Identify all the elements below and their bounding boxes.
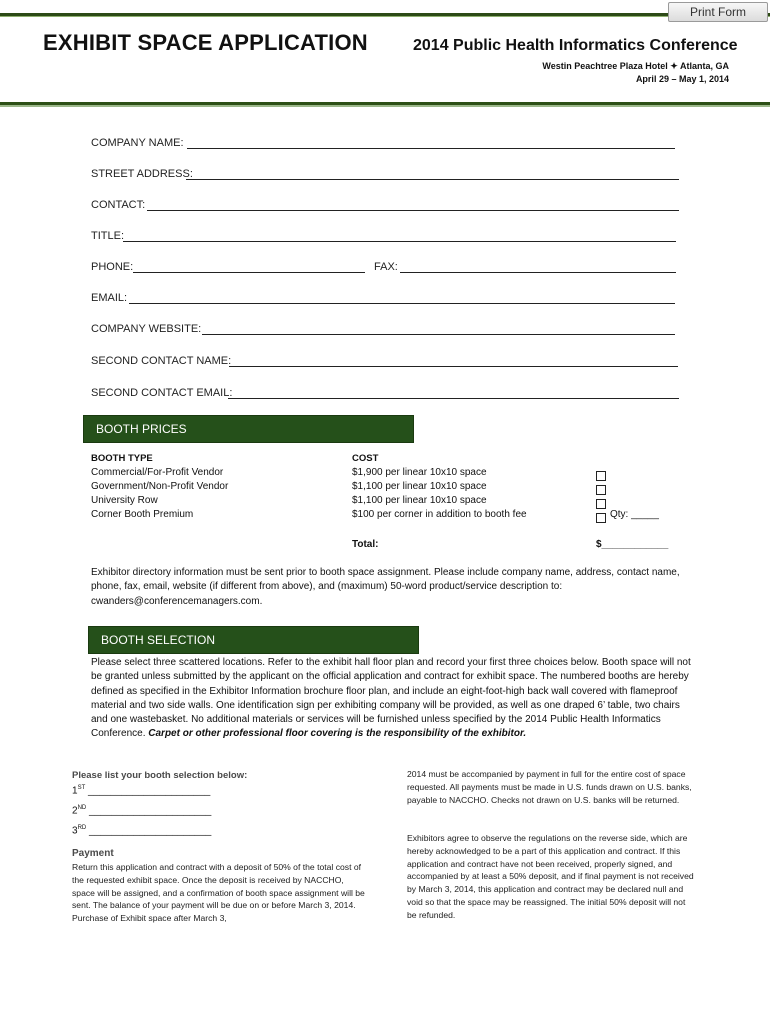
booth-selection-text: Please select three scattered locations. Refer to the exhibit hall floor plan and record your first three choices below. Booth space will not be granted unless submitted by the applicant on the official application and contract for exhibit space. The numbered booths are hereby defined as specified in the Exhibitor Information brochure floor plan, and include an eight-foot-high back wall covered with flameproof material and two side walls. One identification sign per exhibiting company will be provided, as well as one draped 6’ table, two chairs and one wastebasket. No additional materials or services will be furnished unless specified by the 2014 Public Health Informatics Conference. [91, 657, 691, 740]
second-choice[interactable] [72, 805, 211, 816]
total-label: Total: [352, 539, 379, 550]
second-contact-name-label: SECOND CONTACT NAME: [91, 355, 232, 367]
booth-prices-heading: BOOTH PRICES [83, 415, 414, 443]
first-choice[interactable] [72, 785, 210, 796]
phone-label: PHONE: [91, 261, 134, 273]
booth-type-row: Commercial/For-Profit Vendor [91, 467, 224, 478]
booth-type-header: BOOTH TYPE [91, 453, 153, 464]
fax-label: FAX: [374, 261, 398, 273]
street-address-field[interactable] [186, 179, 679, 180]
booth-type-row: Corner Booth Premium [91, 509, 194, 520]
corner-checkbox[interactable] [596, 509, 606, 527]
total-field[interactable]: $____________ [596, 539, 669, 550]
booth-type-row: Government/Non-Profit Vendor [91, 481, 229, 492]
choice-number: 3 [72, 825, 78, 837]
top-rule-accent [0, 16, 770, 17]
website-field[interactable] [202, 334, 675, 335]
payment-text-left: Return this application and contract with a deposit of 50% of the total cost of the requested exhibit space. Once the deposit is received by NACCHO, space will be assigned, and a confirmation of booth space assignment will be sent. The balance of your payment will be due on or before March 3, 2014. Purchase of Exhibit space after March 3, [72, 862, 365, 924]
regulations-text: Exhibitors agree to observe the regulations on the reverse side, which are hereby acknowledged to be a part of this application and contract. If this application and contract have not been received, properly signed, and accompanied by at least a 50% deposit, and if final payment is not received by March 3, 2014, this application and contract may be declared null and void so that the space may be reassigned. The initial 50% deposit will not be refunded. [407, 833, 694, 920]
company-name-field[interactable] [187, 148, 675, 149]
choice-line[interactable]: ______________________ [85, 785, 211, 797]
phone-field[interactable] [133, 272, 365, 273]
choice-suffix: ND [77, 805, 87, 811]
venue: Westin Peachtree Plaza Hotel ✦ Atlanta, GA [542, 61, 729, 71]
booth-selection-heading: BOOTH SELECTION [88, 626, 419, 654]
header-rule [0, 102, 770, 107]
qty-field[interactable]: Qty: _____ [610, 509, 659, 520]
cost-header: COST [352, 453, 379, 464]
booth-cost-row: $1,100 per linear 10x10 space [352, 481, 487, 492]
email-field[interactable] [129, 303, 675, 304]
booth-cost-row: $100 per corner in addition to booth fee [352, 509, 527, 520]
contact-label: CONTACT: [91, 199, 146, 211]
choice-line[interactable]: ______________________ [86, 825, 212, 837]
payment-heading: Payment [72, 848, 114, 859]
conference-title: 2014 Public Health Informatics Conference [413, 37, 738, 54]
directory-note: Exhibitor directory information must be sent prior to booth space assignment. Please include company name, address, contact name, phone, fax, email, website (if different from above), and (maximum) 50-word product/service description to: cwanders@conferencemanagers.com. [91, 567, 680, 607]
website-label: COMPANY WEBSITE: [91, 323, 202, 335]
payment-text-right: 2014 must be accompanied by payment in full for the entire cost of space requested. All payments must be made in U.S. funds drawn on U.S. banks, payable to NACCHO. Checks not drawn on U.S. banks will be returned. [407, 769, 692, 805]
booth-selection-body [91, 656, 691, 742]
street-address-label: STREET ADDRESS: [91, 168, 193, 180]
print-form-button[interactable]: Print Form [668, 2, 768, 22]
choice-number: 2 [72, 805, 78, 817]
booth-cost-row: $1,100 per linear 10x10 space [352, 495, 487, 506]
contact-field[interactable] [147, 210, 679, 211]
dates: April 29 – May 1, 2014 [635, 74, 729, 84]
second-contact-email-label: SECOND CONTACT EMAIL: [91, 387, 233, 399]
choice-line[interactable]: ______________________ [86, 805, 212, 817]
company-name-label: COMPANY NAME: [91, 137, 184, 149]
second-contact-email-field[interactable] [228, 398, 679, 399]
booth-cost-row: $1,900 per linear 10x10 space [352, 467, 487, 478]
choice-suffix: ST [77, 785, 86, 791]
booth-selection-emphasis: Carpet or other professional floor covering is the responsibility of the exhibitor. [148, 728, 527, 740]
second-contact-name-field[interactable] [229, 366, 678, 367]
choice-suffix: RD [77, 825, 87, 831]
choice-number: 1 [72, 785, 78, 797]
booth-type-row: University Row [91, 495, 158, 506]
page-title: EXHIBIT SPACE APPLICATION [43, 30, 368, 55]
title-label: TITLE: [91, 230, 125, 242]
booth-list-label: Please list your booth selection below: [72, 770, 248, 781]
title-field[interactable] [123, 241, 676, 242]
email-label: EMAIL: [91, 292, 128, 304]
fax-field[interactable] [400, 272, 676, 273]
third-choice[interactable] [72, 825, 211, 836]
